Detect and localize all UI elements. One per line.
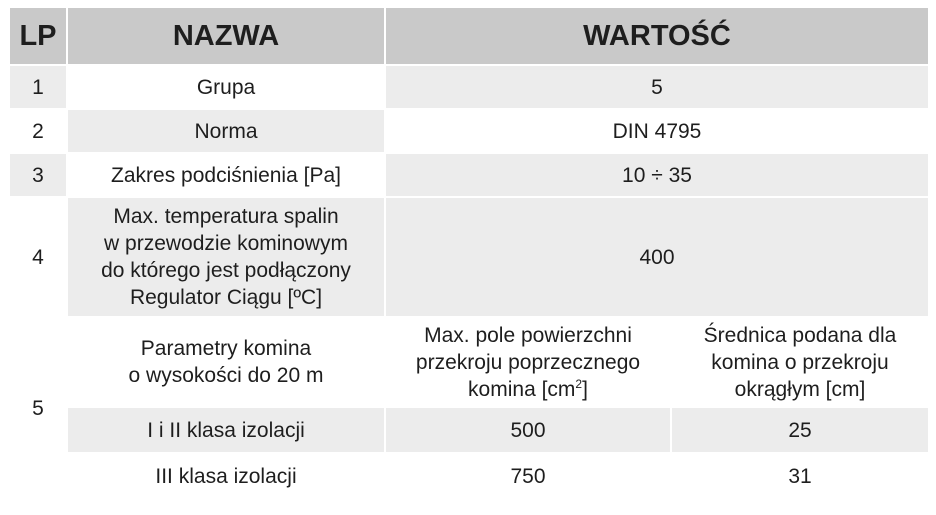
row-2-lp: 2 bbox=[9, 109, 67, 153]
row-5-col1-header-end: ] bbox=[582, 377, 588, 401]
row-1-value: 5 bbox=[385, 65, 929, 109]
row-3-name: Zakres podciśnienia [Pa] bbox=[67, 153, 385, 197]
row-3-lp: 3 bbox=[9, 153, 67, 197]
row-5-col2-header: Średnica podana dla komina o przekroju okrągłym [cm] bbox=[671, 317, 929, 407]
row-4-lp: 4 bbox=[9, 197, 67, 317]
table-row bbox=[9, 453, 929, 499]
row-4-name: Max. temperatura spalin w przewodzie kominowym do którego jest podłączony Regulator Ciągu [ºC] bbox=[67, 197, 385, 317]
table-row bbox=[9, 109, 929, 153]
row-5a-col1: 500 bbox=[385, 407, 671, 453]
row-5-lp: 5 bbox=[9, 317, 67, 499]
row-2-value: DIN 4795 bbox=[385, 109, 929, 153]
row-5a-col2: 25 bbox=[671, 407, 929, 453]
row-5-col1-header bbox=[385, 317, 671, 407]
row-5-name: Parametry komina o wysokości do 20 m bbox=[67, 317, 385, 407]
row-1-name: Grupa bbox=[67, 65, 385, 109]
row-5-col1-header-sup: 2 bbox=[575, 376, 583, 391]
parameters-table bbox=[8, 6, 930, 500]
row-2-name: Norma bbox=[67, 109, 385, 153]
row-5b-name: III klasa izolacji bbox=[67, 453, 385, 499]
row-5-col1-header-text: Max. pole powierzchni przekroju poprzecznego komina [cm bbox=[415, 323, 641, 401]
row-4-value: 400 bbox=[385, 197, 929, 317]
header-lp: LP bbox=[9, 7, 67, 65]
row-3-value: 10 ÷ 35 bbox=[385, 153, 929, 197]
row-5b-col1: 750 bbox=[385, 453, 671, 499]
table-row bbox=[9, 197, 929, 317]
row-1-lp: 1 bbox=[9, 65, 67, 109]
table-header-row bbox=[9, 7, 929, 65]
table-row bbox=[9, 407, 929, 453]
row-5a-name: I i II klasa izolacji bbox=[67, 407, 385, 453]
table-row bbox=[9, 65, 929, 109]
header-value: WARTOŚĆ bbox=[385, 7, 929, 65]
table-row bbox=[9, 317, 929, 407]
row-5b-col2: 31 bbox=[671, 453, 929, 499]
table-row bbox=[9, 153, 929, 197]
header-name: NAZWA bbox=[67, 7, 385, 65]
